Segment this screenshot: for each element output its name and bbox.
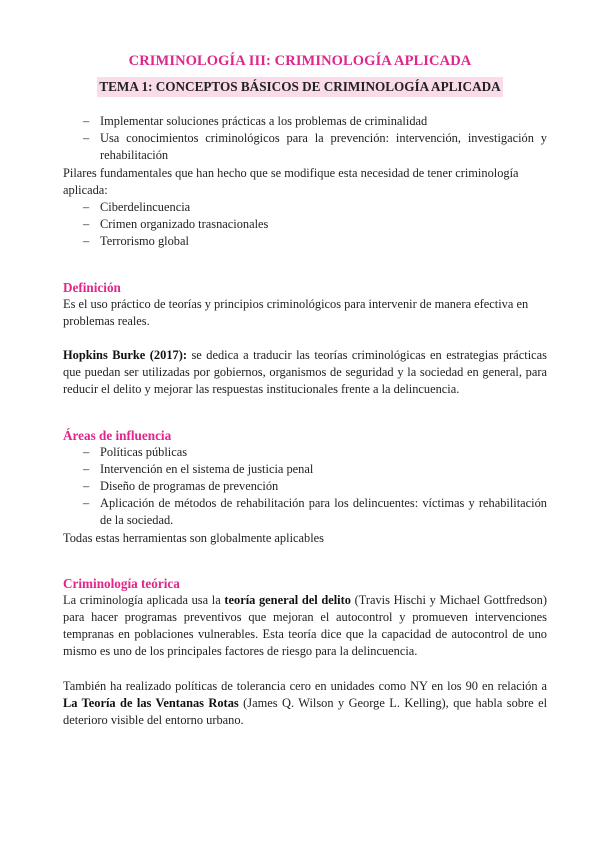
text-run: La criminología aplicada usa la: [63, 592, 225, 607]
teorica-paragraph-2: [63, 678, 547, 730]
list-item: – Intervención en el sistema de justicia penal: [63, 461, 547, 478]
list-item: – Aplicación de métodos de rehabilitación para los delincuentes: víctimas y rehabilitación de la sociedad.: [63, 495, 547, 529]
text-run: También ha realizado políticas de tolerancia cero en unidades como NY en los 90 en relación a: [63, 678, 547, 693]
document-title: CRIMINOLOGÍA III: CRIMINOLOGÍA APLICADA: [128, 53, 472, 69]
hopkins-quote: [63, 347, 547, 399]
quote-author: Hopkins Burke (2017):: [63, 348, 187, 363]
definicion-text: Es el uso práctico de teorías y principios criminológicos para intervenir de manera efectiva en problemas reales.: [63, 296, 529, 328]
document-body: [63, 113, 547, 729]
text-run: (Travis Hischi y Michael Gottfredson) para hacer programas preventivos que mejoran el autocontrol y promueven intervenciones tempranas en poblaciones vulnerables. Esta teoría dice que la capacidad de autocontrol de uno mismo es uno de los principales factores de riesgo para la delincuencia.: [63, 592, 548, 659]
text-run: (James Q. Wilson y George L. Kelling), que habla sobre el deterioro visible del entorno urbano.: [63, 695, 548, 728]
list-item: – Usa conocimientos criminológicos para la prevención: intervención, investigación y rehabilitación: [63, 130, 547, 164]
list-item: – Implementar soluciones prácticas a los problemas de criminalidad: [63, 113, 547, 130]
list-item: – Diseño de programas de prevención: [63, 478, 547, 495]
pillars-list: [63, 199, 547, 251]
list-item: – Ciberdelincuencia: [63, 199, 547, 216]
bold-term: La Teoría de las Ventanas Rotas: [63, 695, 239, 710]
intro-list: [63, 113, 547, 165]
areas-closing: Todas estas herramientas son globalmente aplicables: [63, 530, 324, 545]
teorica-paragraph-1: [63, 592, 547, 661]
subtitle-wrap: [0, 77, 600, 97]
teorica-heading: Criminología teórica: [63, 575, 180, 591]
list-item: – Políticas públicas: [63, 444, 547, 461]
areas-list: [63, 444, 547, 530]
document-subtitle: TEMA 1: CONCEPTOS BÁSICOS DE CRIMINOLOGÍA APLICADA: [97, 77, 502, 97]
list-item: – Crimen organizado trasnacionales: [63, 216, 547, 233]
list-item: – Terrorismo global: [63, 233, 547, 250]
pillars-text: Pilares fundamentales que han hecho que se modifique esta necesidad de tener criminología aplicada:: [63, 165, 519, 197]
bold-term: teoría general del delito: [224, 592, 351, 607]
areas-heading: Áreas de influencia: [63, 427, 172, 443]
definicion-heading: Definición: [63, 279, 121, 295]
quote-text: se dedica a traducir las teorías criminológicas en estrategias prácticas que puedan ser utilizadas por gobiernos, organismos de seguridad y la sociedad en general, para reducir el delito y mejorar las respuestas institucionales frente a la delincuencia.: [63, 348, 547, 397]
